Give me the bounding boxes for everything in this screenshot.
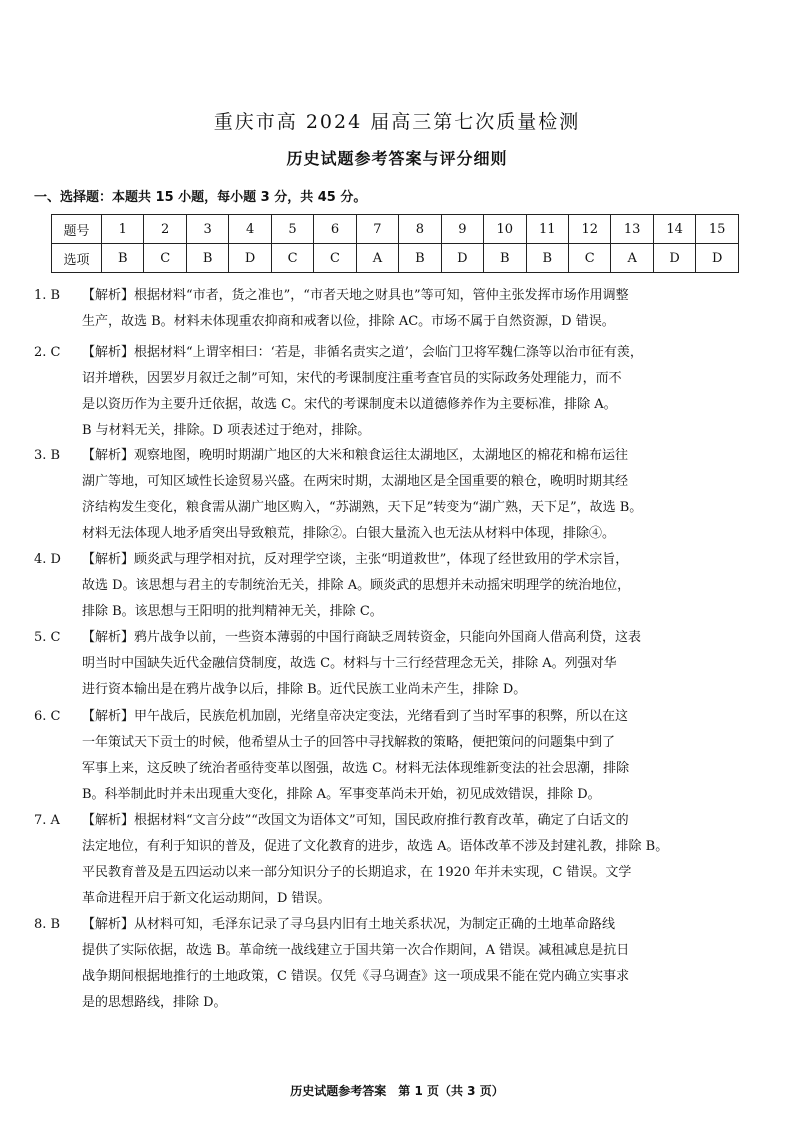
row-label-question: 题号 (52, 215, 102, 244)
explanation-q7 (34, 808, 762, 912)
question-lead: 8. B (34, 917, 61, 932)
explanation-line: 是的思想路线，排除 D。 (82, 995, 227, 1010)
explanation-line: 故选 D。该思想与君主的专制统治无关，排除 A。顾炎武的思想并未动摇宋明理学的统治地位， (82, 578, 631, 593)
answer-table (51, 214, 739, 273)
row-label-option: 选项 (52, 244, 102, 273)
answer-row (52, 244, 739, 273)
answer-cell: D (653, 244, 695, 273)
explanation-line: B 与材料无关，排除。D 项表述过于绝对，排除。 (82, 423, 371, 438)
question-number-row (52, 215, 739, 244)
answer-cell: C (314, 244, 356, 273)
answer-cell: D (441, 244, 483, 273)
question-number: 12 (568, 215, 610, 244)
question-lead: 4. D (34, 552, 61, 567)
answer-cell: B (526, 244, 568, 273)
explanation-line: 提供了实际依据，故选 B。革命统一战线建立于国共第一次合作期间，A 错误。减租减息是抗日 (82, 943, 630, 958)
page-footer: 历史试题参考答案 第 1 页（共 3 页） (290, 1084, 504, 1098)
explanation-line: 【解析】根据材料“市者，货之准也”，“市者天地之财具也”等可知，管仲主张发挥市场作用调整 (82, 288, 629, 303)
page-title: 重庆市高 2024 届高三第七次质量检测 (213, 111, 581, 133)
explanation-line: 法定地位，有利于知识的普及，促进了文化教育的进步，故选 A。语体改革不涉及封建礼教，排除 B。 (82, 839, 669, 854)
question-number: 4 (229, 215, 271, 244)
explanation-line: 军事上来，这反映了统治者亟待变革以图强，故选 C。材料无法体现维新变法的社会思潮，排除 (82, 761, 630, 776)
explanation-line: 是以资历作为主要升迁依据，故选 C。宋代的考课制度未以道德修养作为主要标准，排除 A。 (82, 397, 617, 412)
explanation-line: 进行资本输出是在鸦片战争以后，排除 B。近代民族工业尚未产生，排除 D。 (82, 682, 527, 697)
question-lead: 3. B (34, 448, 61, 463)
explanation-line: 【解析】从材料可知，毛泽东记录了寻乌县内旧有土地关系状况，为制定正确的土地革命路线 (82, 917, 616, 932)
section-heading: 一、选择题：本题共 15 小题，每小题 3 分，共 45 分。 (34, 190, 367, 205)
explanation-line: 生产，故选 B。材料未体现重农抑商和戒奢以俭，排除 AC。市场不属于自然资源，D 错误。 (82, 314, 615, 329)
explanation-line: 【解析】根据材料“文言分歧”“改国文为语体文”可知，国民政府推行教育改革，确定了白话文的 (82, 813, 629, 828)
page-subtitle: 历史试题参考答案与评分细则 (286, 149, 508, 168)
answer-cell: B (484, 244, 526, 273)
explanation-line: 排除 B。该思想与王阳明的批判精神无关，排除 C。 (82, 604, 383, 619)
explanation-line: B。科举制此时并未出现重大变化，排除 A。军事变革尚未开始，初见成效错误，排除 D。 (82, 787, 601, 802)
explanation-line: 一年策试天下贡士的时候，他希望从士子的回答中寻找解救的策略，便把策问的问题集中到了 (82, 735, 616, 750)
explanation-line: 【解析】顾炎武与理学相对抗，反对理学空谈，主张“明道救世”，体现了经世致用的学术宗旨， (82, 552, 629, 567)
question-number: 6 (314, 215, 356, 244)
explanation-q6 (34, 704, 762, 808)
explanation-q5 (34, 625, 762, 703)
answer-cell: B (399, 244, 441, 273)
question-lead: 5. C (34, 630, 61, 645)
question-number: 14 (653, 215, 695, 244)
explanation-q4 (34, 547, 762, 625)
answer-cell: D (696, 244, 739, 273)
answer-cell: B (186, 244, 228, 273)
question-lead: 2. C (34, 345, 61, 360)
question-number: 11 (526, 215, 568, 244)
question-number: 9 (441, 215, 483, 244)
question-number: 5 (271, 215, 313, 244)
explanation-line: 湖广等地，可知区域性长途贸易兴盛。在两宋时期，太湖地区是全国重要的粮仓，晚明时期其经 (82, 474, 629, 489)
explanation-line: 【解析】根据材料“上谓宰相曰：‘若是，非循名责实之道’，会临门卫将军魏仁涤等以治市征有羡， (82, 345, 643, 360)
question-lead: 7. A (34, 813, 60, 828)
explanation-line: 平民教育普及是五四运动以来一部分知识分子的长期追求，在 1920 年并未实现，C 错误。文学 (82, 865, 632, 880)
question-lead: 1. B (34, 288, 61, 303)
explanation-line: 【解析】甲午战后，民族危机加剧，光绪皇帝决定变法，光绪看到了当时军事的积弊，所以在这 (82, 709, 629, 724)
question-number: 7 (356, 215, 398, 244)
question-lead: 6. C (34, 709, 61, 724)
explanation-q1 (34, 283, 762, 335)
answer-cell: A (356, 244, 398, 273)
question-number: 3 (186, 215, 228, 244)
question-number: 13 (611, 215, 653, 244)
answer-cell: B (102, 244, 144, 273)
explanation-line: 明当时中国缺失近代金融信贷制度，故选 C。材料与十三行经营理念无关，排除 A。列强对华 (82, 656, 617, 671)
explanation-line: 战争期间根据地推行的土地政策，C 错误。仅凭《寻乌调查》这一项成果不能在党内确立实事求 (82, 969, 630, 984)
explanation-line: 【解析】鸦片战争以前，一些资本薄弱的中国行商缺乏周转资金，只能向外国商人借高利贷，这表 (82, 630, 642, 645)
answer-cell: C (271, 244, 313, 273)
question-number: 15 (696, 215, 739, 244)
explanation-line: 济结构发生变化，粮食需从湖广地区购入，“苏湖熟，天下足”转变为“湖广熟，天下足”，故选 B。 (82, 500, 643, 515)
answer-cell: C (568, 244, 610, 273)
question-number: 2 (144, 215, 186, 244)
explanation-q3 (34, 443, 762, 547)
question-number: 1 (102, 215, 144, 244)
answer-cell: C (144, 244, 186, 273)
explanation-line: 革命进程开启于新文化运动期间，D 错误。 (82, 891, 331, 906)
question-number: 10 (484, 215, 526, 244)
explanation-line: 【解析】观察地图，晚明时期湖广地区的大米和粮食运往太湖地区，太湖地区的棉花和棉布运往 (82, 448, 629, 463)
explanation-q8 (34, 912, 762, 1016)
answer-cell: D (229, 244, 271, 273)
explanation-line: 诏并增秩，因罢岁月叙迁之制”可知，宋代的考课制度注重考查官员的实际政务处理能力，而不 (82, 371, 622, 386)
explanation-q2 (34, 340, 762, 444)
explanation-line: 材料无法体现人地矛盾突出导致粮荒，排除②。白银大量流入也无法从材料中体现，排除④。 (82, 526, 616, 541)
question-number: 8 (399, 215, 441, 244)
answer-cell: A (611, 244, 653, 273)
